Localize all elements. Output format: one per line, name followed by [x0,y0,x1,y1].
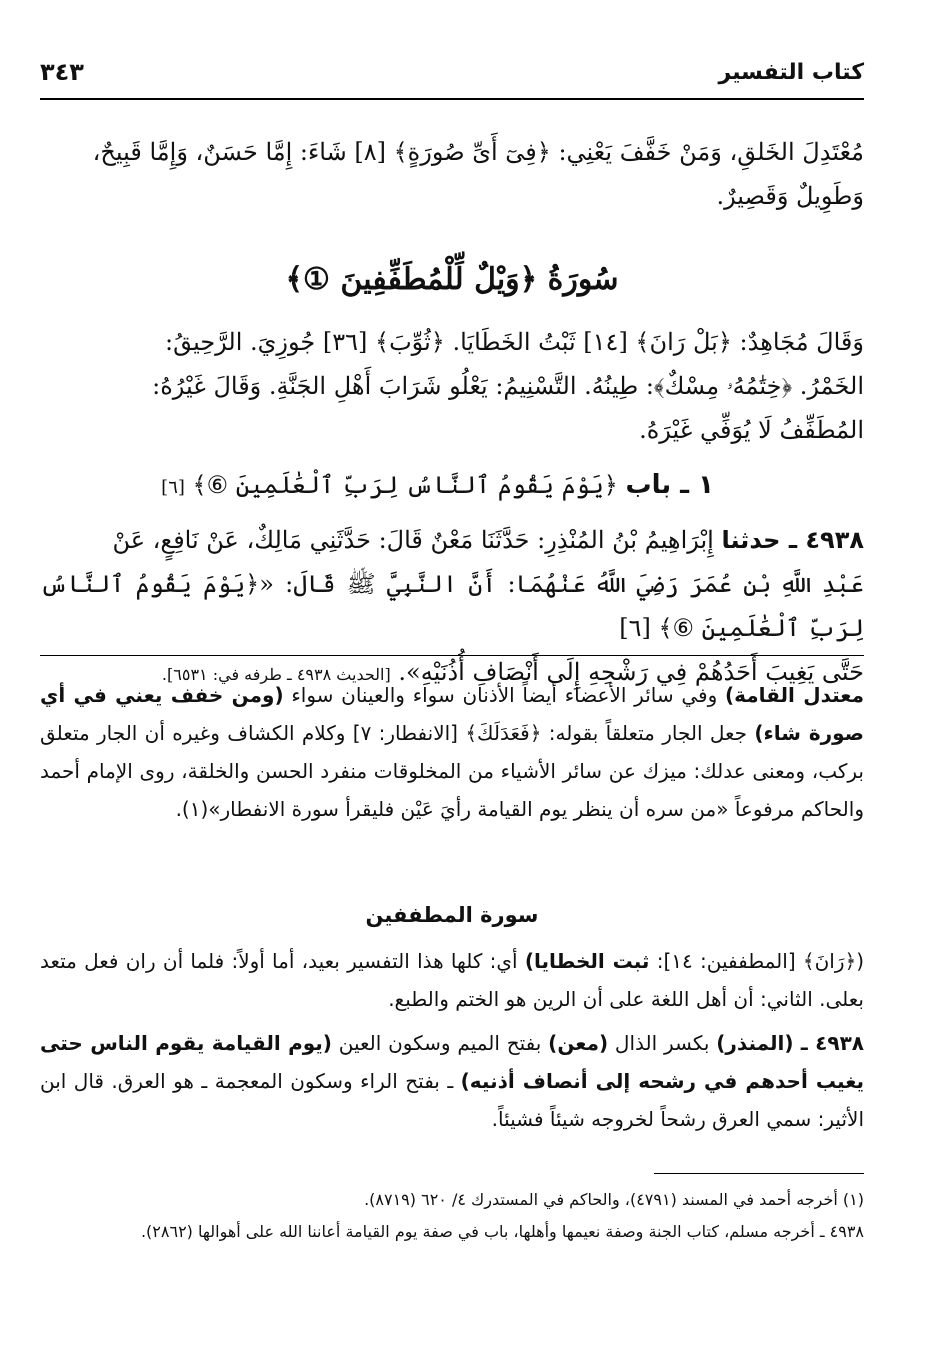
text-commentary-divider [40,655,864,656]
commentary-text: أي: كلها هذا التفسير بعيد، أما أولاً: فلما أن ران فعل متعد بعلى. الثاني: أن أهل اللغة على أن الرين هو الختم والطبع. [40,949,864,1011]
hadith-line: إِبْرَاهِيمُ بْنُ المُنْذِرِ: حَدَّثَنَا مَعْنٌ قَالَ: حَدَّثَنِي مَالِكٌ، عَنْ نَافِعٍ، عَنْ [112,526,714,554]
commentary-bold: (ومن خفف يعني في أي صورة شاء) [40,683,865,745]
chapter-heading [161,470,714,500]
page-number: ٣٤٣ [40,58,84,86]
commentary-text: جعل الجار متعلقاً بقوله: ﴿فَعَدَلَكَ﴾ [الانفطار: ٧] وكلام الكشاف وغيره أن الجار متعلق بركب، ومعنى عدلك: ميزك عن سائر الأشياء من المخلوقات منفرد الحسن والخلقة، روى الإمام أحمد والحاكم مرفوعاً «من سره أن ينظر يوم القيامة رأيَ عَيْن فليقرأ سورة الانفطار»(١). [40,721,864,821]
hadith-line: عَبْدِ اللَّهِ بْنِ عُمَرَ رَضِيَ اللَّهُ عَنْهُمَا: أَنَّ النَّبِيَّ ﷺ قَالَ: «﴿يَوْمَ يَقُومُ ٱلنَّاسُ لِرَبِّ ٱلْعَٰلَمِينَ ⑥﴾ [٦] [40,570,864,642]
commentary-bold: (يوم القيامة يقوم الناس حتى يغيب أحدهم في رشحه إلى أنصاف أذنيه) [40,1031,864,1093]
commentary-bold: (معن) [548,1031,609,1055]
running-title: كتاب التفسير [718,60,864,85]
commentary-section-heading: سورة المطففين [365,903,539,927]
commentary-block-1 [40,676,864,828]
commentary-bold: ثبت الخطايا) [524,949,650,973]
commentary-bold: معتدل القامة) [724,683,864,707]
surah-heading: سُورَةُ ﴿وَيْلٌ لِّلْمُطَفِّفِينَ ①﴾ [285,262,619,297]
commentary-text: وفي سائر الأعضاء أيضاً الأذنان سواء والعينان سواء [291,683,718,707]
mujahid-line: الخَمْرُ. ﴿خِتَٰمُهُۥ مِسْكٌ﴾: طِينُهُ. التَّسْنِيمُ: يَعْلُو شَرَابَ أَهْلِ الجَنَّةِ. وَقَالَ غَيْرُهُ: [152,372,864,400]
hadith-text [40,518,864,697]
hadith-line: حَتَّى يَغِيبَ أَحَدُهُمْ فِي رَشْحِهِ إِلَى أَنْصَافِ أُذُنَيْهِ». [398,658,864,686]
hadith-number: ٤٩٣٨ ـ حدثنا [721,526,864,554]
footnote-rule [654,1173,864,1174]
chapter-label: ١ ـ باب [625,470,714,500]
page-header [40,58,864,100]
intro-line: مُعْتَدِلَ الخَلقِ، وَمَنْ خَفَّفَ يَعْنِي: ﴿فِىٓ أَىِّ صُورَةٍ﴾ [٨] شَاءَ: إِمَّا حَسَنٌ، وَإِمَّا قَبِيحٌ، [92,138,864,166]
footnote: ٤٩٣٨ ـ أخرجه مسلم، كتاب الجنة وصفة نعيمها وأهلها، باب في صفة يوم القيامة أعاننا الله على أهوالها (٢٨٦٢). [140,1222,864,1241]
footnotes [40,1184,864,1248]
commentary-text: بكسر الذال [614,1031,710,1055]
mujahid-paragraph [40,320,864,452]
hadith-reference: [الحديث ٤٩٣٨ ـ طرفه في: ٦٥٣١]. [161,665,391,684]
chapter-verse-ref: [٦] [161,477,185,498]
commentary-text: بفتح الميم وسكون العين [338,1031,542,1055]
footnote: (١) أخرجه أحمد في المسند (٤٧٩١)، والحاكم في المستدرك ٤/ ٦٢٠ (٨٧١٩). [364,1190,864,1209]
commentary-hadith-number: ٤٩٣٨ ـ (المنذر) [716,1031,864,1055]
intro-paragraph [40,130,864,218]
mujahid-line: المُطَفِّفُ لَا يُوَفِّي غَيْرَهُ. [639,416,864,444]
chapter-verse: ﴿يَوْمَ يَقُومُ ٱلنَّاسُ لِرَبِّ ٱلْعَٰلَمِينَ ⑥﴾ [192,471,618,499]
mujahid-line: وَقَالَ مُجَاهِدٌ: ﴿بَلْ رَانَ﴾ [١٤] ثَبْتُ الخَطَايَا. ﴿ثُوِّبَ﴾ [٣٦] جُوزِيَ. الرَّحِيقُ: [164,328,864,356]
book-page [40,40,864,1330]
intro-line: وَطَوِيلٌ وَقَصِيرٌ. [716,182,864,210]
commentary-text: (﴿رَانَ﴾ [المطففين: ١٤]: [656,949,865,973]
commentary-block-2 [40,942,864,1138]
commentary-text: ـ بفتح الراء وسكون المعجمة ـ هو العرق. قال ابن الأثير: سمي العرق رشحاً لخروجه شيئاً فشيئاً. [40,1069,864,1131]
